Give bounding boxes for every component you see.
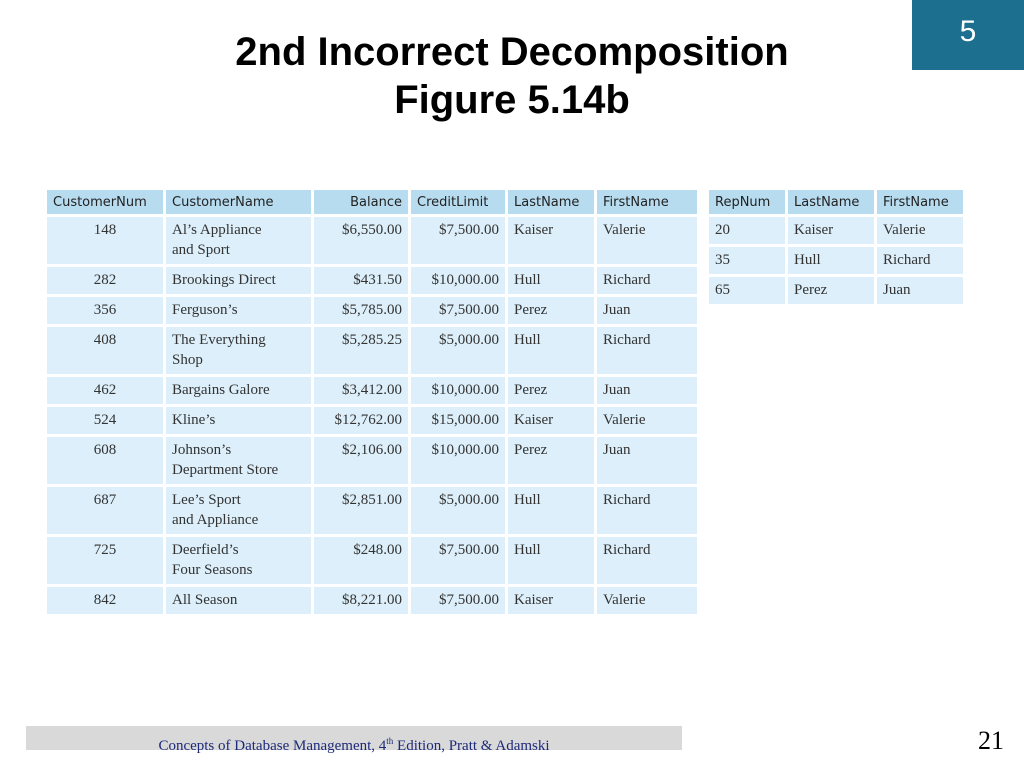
col-header-creditlimit: CreditLimit [411, 190, 505, 214]
cell-balance: $431.50 [314, 267, 408, 294]
cell-creditlimit: $5,000.00 [411, 327, 505, 374]
cell-lastname: Hull [508, 487, 594, 534]
cell-lastname: Perez [508, 297, 594, 324]
cell-balance: $8,221.00 [314, 587, 408, 614]
rep-table-header-row [709, 190, 963, 214]
cell-firstname: Richard [597, 327, 697, 374]
customer-table [44, 187, 700, 617]
cell-lastname: Perez [508, 377, 594, 404]
customername-line-1: Kline’s [172, 412, 216, 428]
cell-customernum: 408 [47, 327, 163, 374]
cell-balance: $6,550.00 [314, 217, 408, 264]
cell-repnum: 20 [709, 217, 785, 244]
cell-customername [166, 217, 311, 264]
cell-creditlimit: $15,000.00 [411, 407, 505, 434]
rep-table-body [709, 217, 963, 304]
cell-balance: $3,412.00 [314, 377, 408, 404]
cell-customernum: 462 [47, 377, 163, 404]
table-row [709, 217, 963, 244]
customer-table-body [47, 217, 697, 614]
cell-customername [166, 407, 311, 434]
cell-balance: $5,785.00 [314, 297, 408, 324]
slide-title-line-1: 2nd Incorrect Decomposition [235, 30, 789, 74]
footer-citation [26, 726, 682, 754]
table-row [47, 587, 697, 614]
customername-line-1: Al’s Appliance [172, 222, 262, 238]
cell-rep-firstname: Juan [877, 277, 963, 304]
cell-creditlimit: $7,500.00 [411, 297, 505, 324]
cell-firstname: Richard [597, 267, 697, 294]
table-row [47, 437, 697, 484]
cell-firstname: Valerie [597, 587, 697, 614]
cell-lastname: Kaiser [508, 217, 594, 264]
customername-line-1: Lee’s Sport [172, 492, 241, 508]
col-header-firstname: FirstName [597, 190, 697, 214]
cell-firstname: Valerie [597, 407, 697, 434]
col-header-customernum: CustomerNum [47, 190, 163, 214]
cell-lastname: Hull [508, 267, 594, 294]
cell-rep-firstname: Valerie [877, 217, 963, 244]
table-row [47, 407, 697, 434]
table-row [47, 537, 697, 584]
col-header-repnum: RepNum [709, 190, 785, 214]
table-row [47, 377, 697, 404]
customername-line-1: Bargains Galore [172, 382, 270, 398]
cell-customernum: 687 [47, 487, 163, 534]
table-row [47, 267, 697, 294]
cell-firstname: Juan [597, 377, 697, 404]
cell-firstname: Richard [597, 487, 697, 534]
cell-customername [166, 267, 311, 294]
customername-line-1: The Everything [172, 332, 266, 348]
cell-lastname: Kaiser [508, 587, 594, 614]
cell-customername [166, 327, 311, 374]
cell-lastname: Kaiser [508, 407, 594, 434]
cell-repnum: 35 [709, 247, 785, 274]
col-header-balance: Balance [314, 190, 408, 214]
page-number: 21 [978, 726, 1004, 755]
table-row [47, 327, 697, 374]
cell-balance: $2,106.00 [314, 437, 408, 484]
cell-customernum: 524 [47, 407, 163, 434]
customername-line-1: Johnson’s [172, 442, 232, 458]
cell-customername [166, 437, 311, 484]
cell-customername [166, 377, 311, 404]
cell-customername [166, 487, 311, 534]
customername-line-1: Deerfield’s [172, 542, 239, 558]
cell-lastname: Hull [508, 537, 594, 584]
cell-customernum: 148 [47, 217, 163, 264]
customername-line-2: and Appliance [172, 512, 259, 528]
cell-lastname: Perez [508, 437, 594, 484]
cell-creditlimit: $7,500.00 [411, 217, 505, 264]
cell-customernum: 282 [47, 267, 163, 294]
cell-rep-lastname: Hull [788, 247, 874, 274]
cell-creditlimit: $7,500.00 [411, 587, 505, 614]
cell-creditlimit: $7,500.00 [411, 537, 505, 584]
cell-lastname: Hull [508, 327, 594, 374]
table-row [47, 297, 697, 324]
rep-table [706, 187, 966, 307]
cell-repnum: 65 [709, 277, 785, 304]
cell-balance: $248.00 [314, 537, 408, 584]
col-header-lastname: LastName [508, 190, 594, 214]
table-row [709, 277, 963, 304]
cell-firstname: Richard [597, 537, 697, 584]
slide-title [0, 28, 1024, 124]
footer-text-start: Concepts of Database Management, 4 [158, 738, 387, 754]
cell-firstname: Juan [597, 297, 697, 324]
cell-balance: $2,851.00 [314, 487, 408, 534]
cell-creditlimit: $10,000.00 [411, 377, 505, 404]
footer-superscript: th [386, 736, 394, 746]
customername-line-2: Department Store [172, 462, 279, 478]
customer-table-header-row [47, 190, 697, 214]
chapter-number-badge: 5 [912, 0, 1024, 70]
table-row [47, 487, 697, 534]
cell-customernum: 842 [47, 587, 163, 614]
cell-rep-firstname: Richard [877, 247, 963, 274]
slide-title-line-2: Figure 5.14b [394, 78, 630, 122]
cell-balance: $5,285.25 [314, 327, 408, 374]
cell-customername [166, 587, 311, 614]
cell-customername [166, 537, 311, 584]
cell-customernum: 725 [47, 537, 163, 584]
cell-firstname: Valerie [597, 217, 697, 264]
table-row [709, 247, 963, 274]
cell-creditlimit: $10,000.00 [411, 437, 505, 484]
footer-text-end: Edition, Pratt & Adamski [393, 738, 550, 754]
customername-line-1: Ferguson’s [172, 302, 238, 318]
customername-line-1: Brookings Direct [172, 272, 276, 288]
customername-line-2: and Sport [172, 242, 230, 258]
customername-line-2: Four Seasons [172, 562, 253, 578]
cell-creditlimit: $10,000.00 [411, 267, 505, 294]
cell-firstname: Juan [597, 437, 697, 484]
col-header-rep-lastname: LastName [788, 190, 874, 214]
cell-customernum: 356 [47, 297, 163, 324]
customername-line-1: All Season [172, 592, 238, 608]
cell-balance: $12,762.00 [314, 407, 408, 434]
cell-customername [166, 297, 311, 324]
table-row [47, 217, 697, 264]
cell-rep-lastname: Kaiser [788, 217, 874, 244]
cell-rep-lastname: Perez [788, 277, 874, 304]
cell-customernum: 608 [47, 437, 163, 484]
col-header-rep-firstname: FirstName [877, 190, 963, 214]
cell-creditlimit: $5,000.00 [411, 487, 505, 534]
customername-line-2: Shop [172, 352, 203, 368]
col-header-customername: CustomerName [166, 190, 311, 214]
